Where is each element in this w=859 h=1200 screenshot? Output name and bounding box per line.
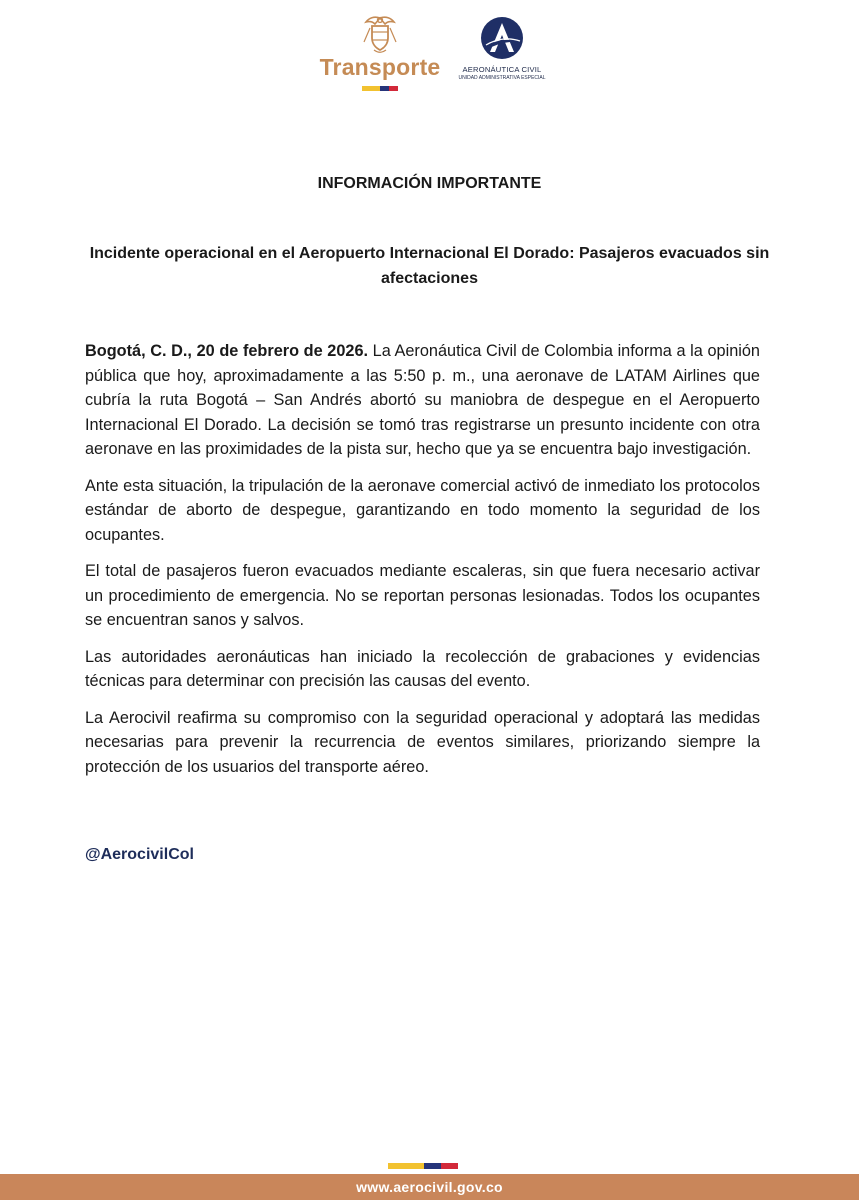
agency-name: AERONÁUTICA CIVIL: [462, 65, 542, 74]
footer-url[interactable]: www.aerocivil.gov.co: [356, 1179, 503, 1195]
paragraph-5: La Aerocivil reafirma su compromiso con la seguridad operacional y adoptará las medidas necesarias para prevenir la recurrencia de eventos similares, priorizando siempre la protección de los usuarios del transporte aéreo.: [85, 708, 760, 776]
page-title: INFORMACIÓN IMPORTANTE: [317, 175, 542, 192]
paragraph-1-text: La Aeronáutica Civil de Colombia informa a la opinión pública que hoy, aproximadamente a las 5:50 p. m., una aeronave de LATAM Airlines que cubría la ruta Bogotá – San Andrés abortó su maniobra de despegue en el Aeropuerto Internacional El Dorado. La decisión se tomó tras registrarse un presunto incidente con otra aeronave en las proximidades de la pista sur, hecho que ya se encuentra bajo investigación.: [85, 342, 760, 458]
ministry-name: Transporte: [319, 54, 441, 80]
paragraph-4: Las autoridades aeronáuticas han iniciado la recolección de grabaciones y evidencias técnicas para determinar con precisión las causas del evento.: [85, 647, 760, 690]
paragraph-3: El total de pasajeros fueron evacuados mediante escaleras, sin que fuera necesario activar un procedimiento de emergencia. No se reportan personas lesionadas. Todos los ocupantes se encuentran sanos y salvos.: [85, 562, 760, 629]
paragraph-2: Ante esta situación, la tripulación de la aeronave comercial activó de inmediato los protocolos estándar de aborto de despegue, garantizando en todo momento la seguridad de los ocupantes.: [85, 476, 760, 544]
footer-flag-stripe: [388, 1163, 458, 1169]
coat-of-arms-icon: [360, 14, 400, 54]
header: [0, 14, 859, 94]
agency-subtitle: UNIDAD ADMINISTRATIVA ESPECIAL: [458, 75, 546, 81]
aerocivil-a-icon: [480, 16, 524, 60]
footer-bar: [0, 1174, 859, 1200]
transporte-logo: [318, 14, 442, 94]
headline: Incidente operacional en el Aeropuerto Internacional El Dorado: Pasajeros evacuados sin afectaciones: [89, 245, 770, 287]
aerocivil-logo: [456, 16, 548, 96]
paragraph-1: [85, 339, 760, 462]
article-body: [85, 339, 760, 791]
dateline: Bogotá, C. D., 20 de febrero de 2026.: [85, 342, 369, 360]
social-handle[interactable]: @AerocivilCol: [85, 846, 194, 863]
colombia-flag-stripe: [362, 86, 398, 91]
